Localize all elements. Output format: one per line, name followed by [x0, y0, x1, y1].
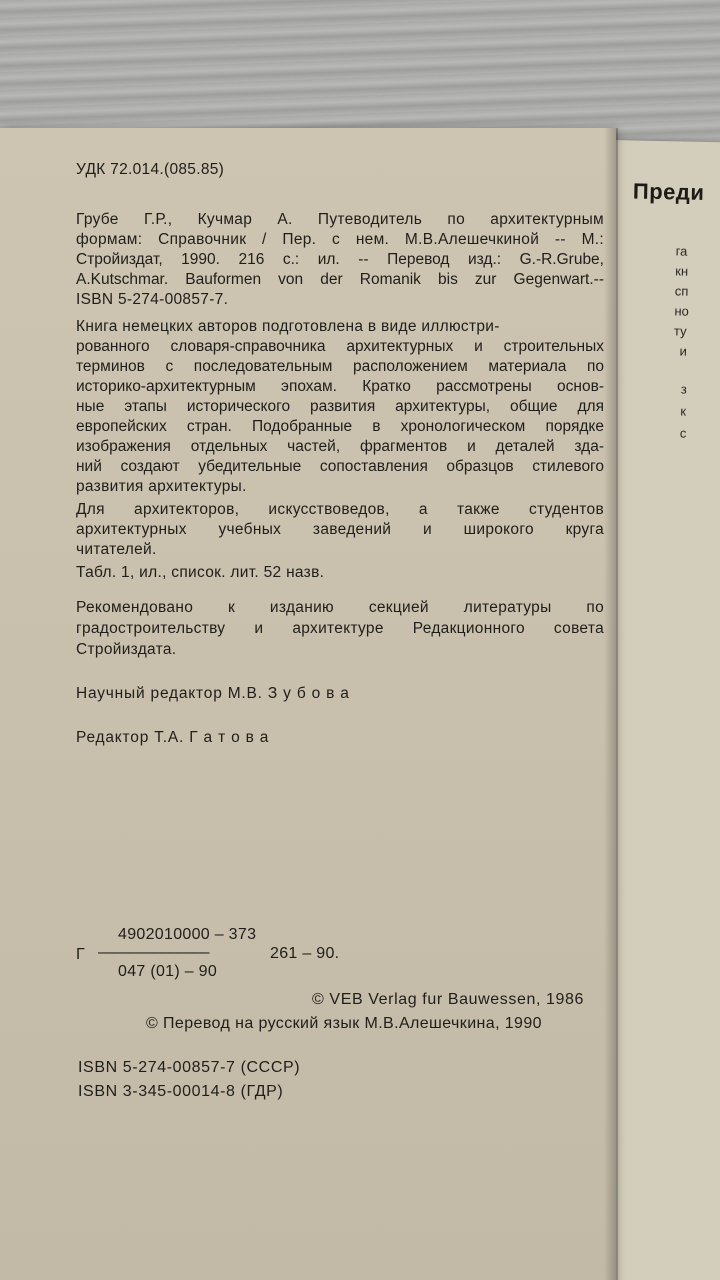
spine-shadow: [604, 128, 618, 1280]
next-page-fragment: но: [674, 303, 690, 319]
next-page-fragment: и: [679, 343, 688, 359]
code-bottom: 047 (01) – 90: [118, 963, 218, 980]
next-page-fragment: сп: [674, 283, 689, 299]
audience-line: Для архитекторов, искусствоведов, а также студентов: [76, 501, 604, 518]
copyright-translation: © Перевод на русский язык М.В.Алешечкина, 1990: [146, 1015, 542, 1032]
bibliography-line: ISBN 5-274-00857-7.: [76, 291, 229, 308]
editor: Редактор Т.А. Г а т о в а: [76, 729, 270, 746]
audience-line: архитектурных учебных заведений и широкого круга: [76, 521, 604, 538]
annotation-line: Книга немецких авторов подготовлена в виде иллюстри-: [76, 318, 500, 335]
annotation-line: изображения отдельных частей, фрагментов и деталей зда-: [76, 438, 604, 455]
recommendation-line: градостроительству и архитектуре Редакционного совета: [76, 620, 604, 637]
bibliography-line: A.Kutschmar. Bauformen von der Romanik bis zur Gegenwart.--: [76, 271, 604, 288]
annotation-line: ний создают убедительные сопоставления образцов стилевого: [76, 458, 604, 475]
isbn-gdr: ISBN 3-345-00014-8 (ГДР): [78, 1083, 284, 1100]
code-top: 4902010000 – 373: [118, 926, 257, 943]
annotation-line: терминов с последовательным расположением материала по: [76, 358, 604, 375]
code-letter: Г: [76, 946, 85, 963]
bibliography-line: Стройиздат, 1990. 216 с.: ил. -- Перевод изд.: G.-R.Grube,: [76, 251, 604, 268]
copyright-original: © VEB Verlag fur Bauwessen, 1986: [312, 991, 585, 1008]
recommendation-line: Рекомендовано к изданию секцией литературы по: [76, 599, 604, 616]
annotation-line: ные этапы исторического развития архитектуры, общие для: [76, 398, 604, 415]
bibliography-line: формам: Справочник / Пер. с нем. М.В.Алешечкиной -- М.:: [76, 231, 604, 248]
next-page-fragment: з: [680, 381, 687, 397]
next-page-heading: Преди: [632, 178, 705, 205]
next-page-fragment: га: [675, 243, 688, 259]
bibliography-line: Грубе Г.Р., Кучмар А. Путеводитель по архитектурным: [76, 211, 604, 228]
annotation-line: развития архитектуры.: [76, 478, 247, 495]
udk-code: УДК 72.014.(085.85): [76, 161, 225, 178]
recommendation-line: Стройиздата.: [76, 641, 177, 658]
next-page-fragment: ту: [673, 323, 687, 339]
next-page-fragment: с: [679, 425, 687, 441]
audience-line: читателей.: [76, 541, 157, 558]
annotation-line: рованного словаря-справочника архитектурных и строительных: [76, 338, 604, 355]
code-dashes: ––––––––––––––: [98, 944, 209, 961]
tables-note: Табл. 1, ил., список. лит. 52 назв.: [76, 564, 325, 581]
next-page-fragment: к: [680, 403, 687, 419]
annotation-line: историко-архитектурным эпохам. Кратко рассмотрены основ-: [76, 378, 604, 395]
isbn-ussr: ISBN 5-274-00857-7 (СССР): [78, 1059, 301, 1076]
next-page-fragment: кн: [675, 263, 689, 279]
scientific-editor: Научный редактор М.В. З у б о в а: [76, 685, 350, 702]
annotation-line: европейских стран. Подобранные в хронологическом порядке: [76, 418, 604, 435]
code-right: 261 – 90.: [270, 945, 340, 962]
